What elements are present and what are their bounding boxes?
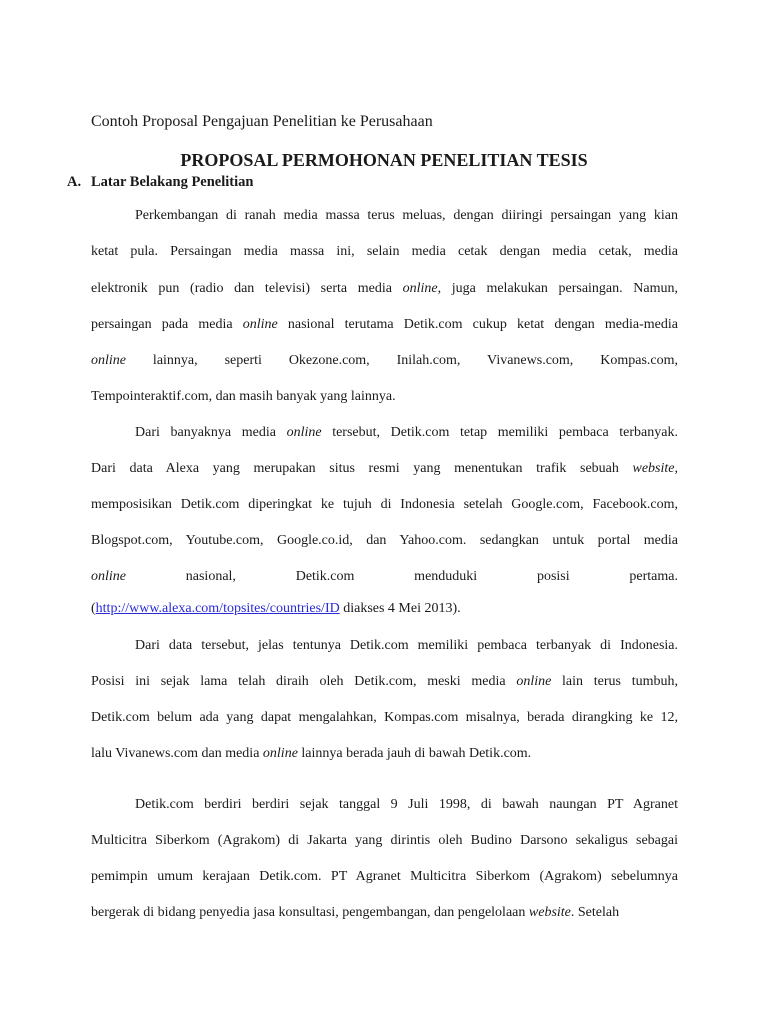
text-segment: persaingan pada media: [91, 317, 243, 332]
paragraph-line: [91, 389, 678, 407]
text-segment: lain terus tumbuh,: [551, 674, 678, 689]
paragraph-line: [91, 353, 678, 371]
italic-text: online: [91, 569, 126, 584]
text-segment: memposisikan Detik.com diperingkat ke tujuh di Indonesia setelah Google.com, Facebook.com,: [91, 497, 678, 512]
italic-text: online: [286, 425, 322, 440]
proposal-heading: PROPOSAL PERMOHONAN PENELITIAN TESIS: [180, 150, 588, 170]
text-segment: Dari banyaknya media: [135, 425, 287, 440]
italic-text: online: [262, 746, 298, 761]
paragraph-line: [135, 425, 678, 443]
italic-text: website: [632, 461, 675, 476]
section-number: A.: [67, 174, 82, 190]
text-segment: lalu Vivanews.com dan media: [91, 746, 263, 761]
paragraph-line: [91, 461, 678, 479]
text-segment: lainnya berada jauh di bawah Detik.com.: [297, 746, 532, 761]
text-segment: . Setelah: [570, 905, 620, 920]
paragraph-line: [91, 569, 678, 587]
paragraph-line: [135, 638, 678, 656]
paragraph-line: [91, 497, 678, 515]
italic-text: online: [402, 281, 438, 296]
section-heading: [67, 174, 253, 191]
paragraph-line: [91, 533, 678, 551]
text-segment: nasional, Detik.com menduduki posisi pertama.: [126, 569, 678, 584]
text-segment: nasional terutama Detik.com cukup ketat dengan media-media: [277, 317, 678, 332]
text-segment: Dari data tersebut, jelas tentunya Detik.com memiliki pembaca terbanyak di Indonesia.: [135, 638, 678, 653]
paragraph-line: [91, 244, 678, 262]
text-segment: bergerak di bidang penyedia jasa konsultasi, pengembangan, dan pengelolaan: [91, 905, 529, 920]
text-segment: Perkembangan di ranah media massa terus meluas, dengan diiringi persaingan yang kian: [135, 208, 678, 223]
text-segment: elektronik pun (radio dan televisi) serta media: [91, 281, 403, 296]
text-segment: Multicitra Siberkom (Agrakom) di Jakarta yang dirintis oleh Budino Darsono sekaligus sebagai: [91, 833, 678, 848]
paragraph-line: [91, 317, 678, 335]
text-segment: (: [91, 601, 96, 616]
text-segment: lainnya, seperti Okezone.com, Inilah.com, Vivanews.com, Kompas.com,: [126, 353, 678, 368]
paragraph-line: [91, 601, 678, 619]
text-segment: Detik.com belum ada yang dapat mengalahkan, Kompas.com misalnya, berada dirangking ke 12,: [91, 710, 678, 725]
text-segment: ketat pula. Persaingan media massa ini, selain media cetak dengan media cetak, media: [91, 244, 678, 259]
text-segment: Tempointeraktif.com, dan masih banyak yang lainnya.: [91, 389, 396, 404]
paragraph-line: [91, 710, 678, 728]
paragraph-line: [135, 208, 678, 226]
text-segment: Blogspot.com, Youtube.com, Google.co.id, dan Yahoo.com. sedangkan untuk portal media: [91, 533, 678, 548]
italic-text: online: [516, 674, 552, 689]
text-segment: Detik.com berdiri berdiri sejak tanggal 9 Juli 1998, di bawah naungan PT Agranet: [135, 797, 678, 812]
text-segment: diakses 4 Mei 2013).: [339, 601, 461, 616]
paragraph-line: [91, 674, 678, 692]
paragraph-line: [91, 905, 678, 923]
text-segment: pemimpin umum kerajaan Detik.com. PT Agranet Multicitra Siberkom (Agrakom) sebelumnya: [91, 869, 678, 884]
italic-text: online: [91, 353, 126, 368]
italic-text: website: [528, 905, 571, 920]
paragraph-line: [91, 746, 678, 764]
text-segment: Dari data Alexa yang merupakan situs resmi yang menentukan trafik sebuah: [91, 461, 633, 476]
paragraph-line: [135, 797, 678, 815]
text-segment: tersebut, Detik.com tetap memiliki pembaca terbanyak.: [321, 425, 678, 440]
paragraph-line: [91, 833, 678, 851]
text-segment: Posisi ini sejak lama telah diraih oleh Detik.com, meski media: [91, 674, 517, 689]
paragraph-line: [91, 281, 678, 299]
alexa-link[interactable]: http://www.alexa.com/topsites/countries/ID: [95, 601, 340, 616]
text-segment: ,: [674, 461, 678, 476]
paragraph-line: [91, 869, 678, 887]
italic-text: online: [242, 317, 278, 332]
document-title: Contoh Proposal Pengajuan Penelitian ke Perusahaan: [91, 113, 433, 130]
text-segment: , juga melakukan persaingan. Namun,: [437, 281, 678, 296]
section-title: Latar Belakang Penelitian: [91, 174, 254, 190]
